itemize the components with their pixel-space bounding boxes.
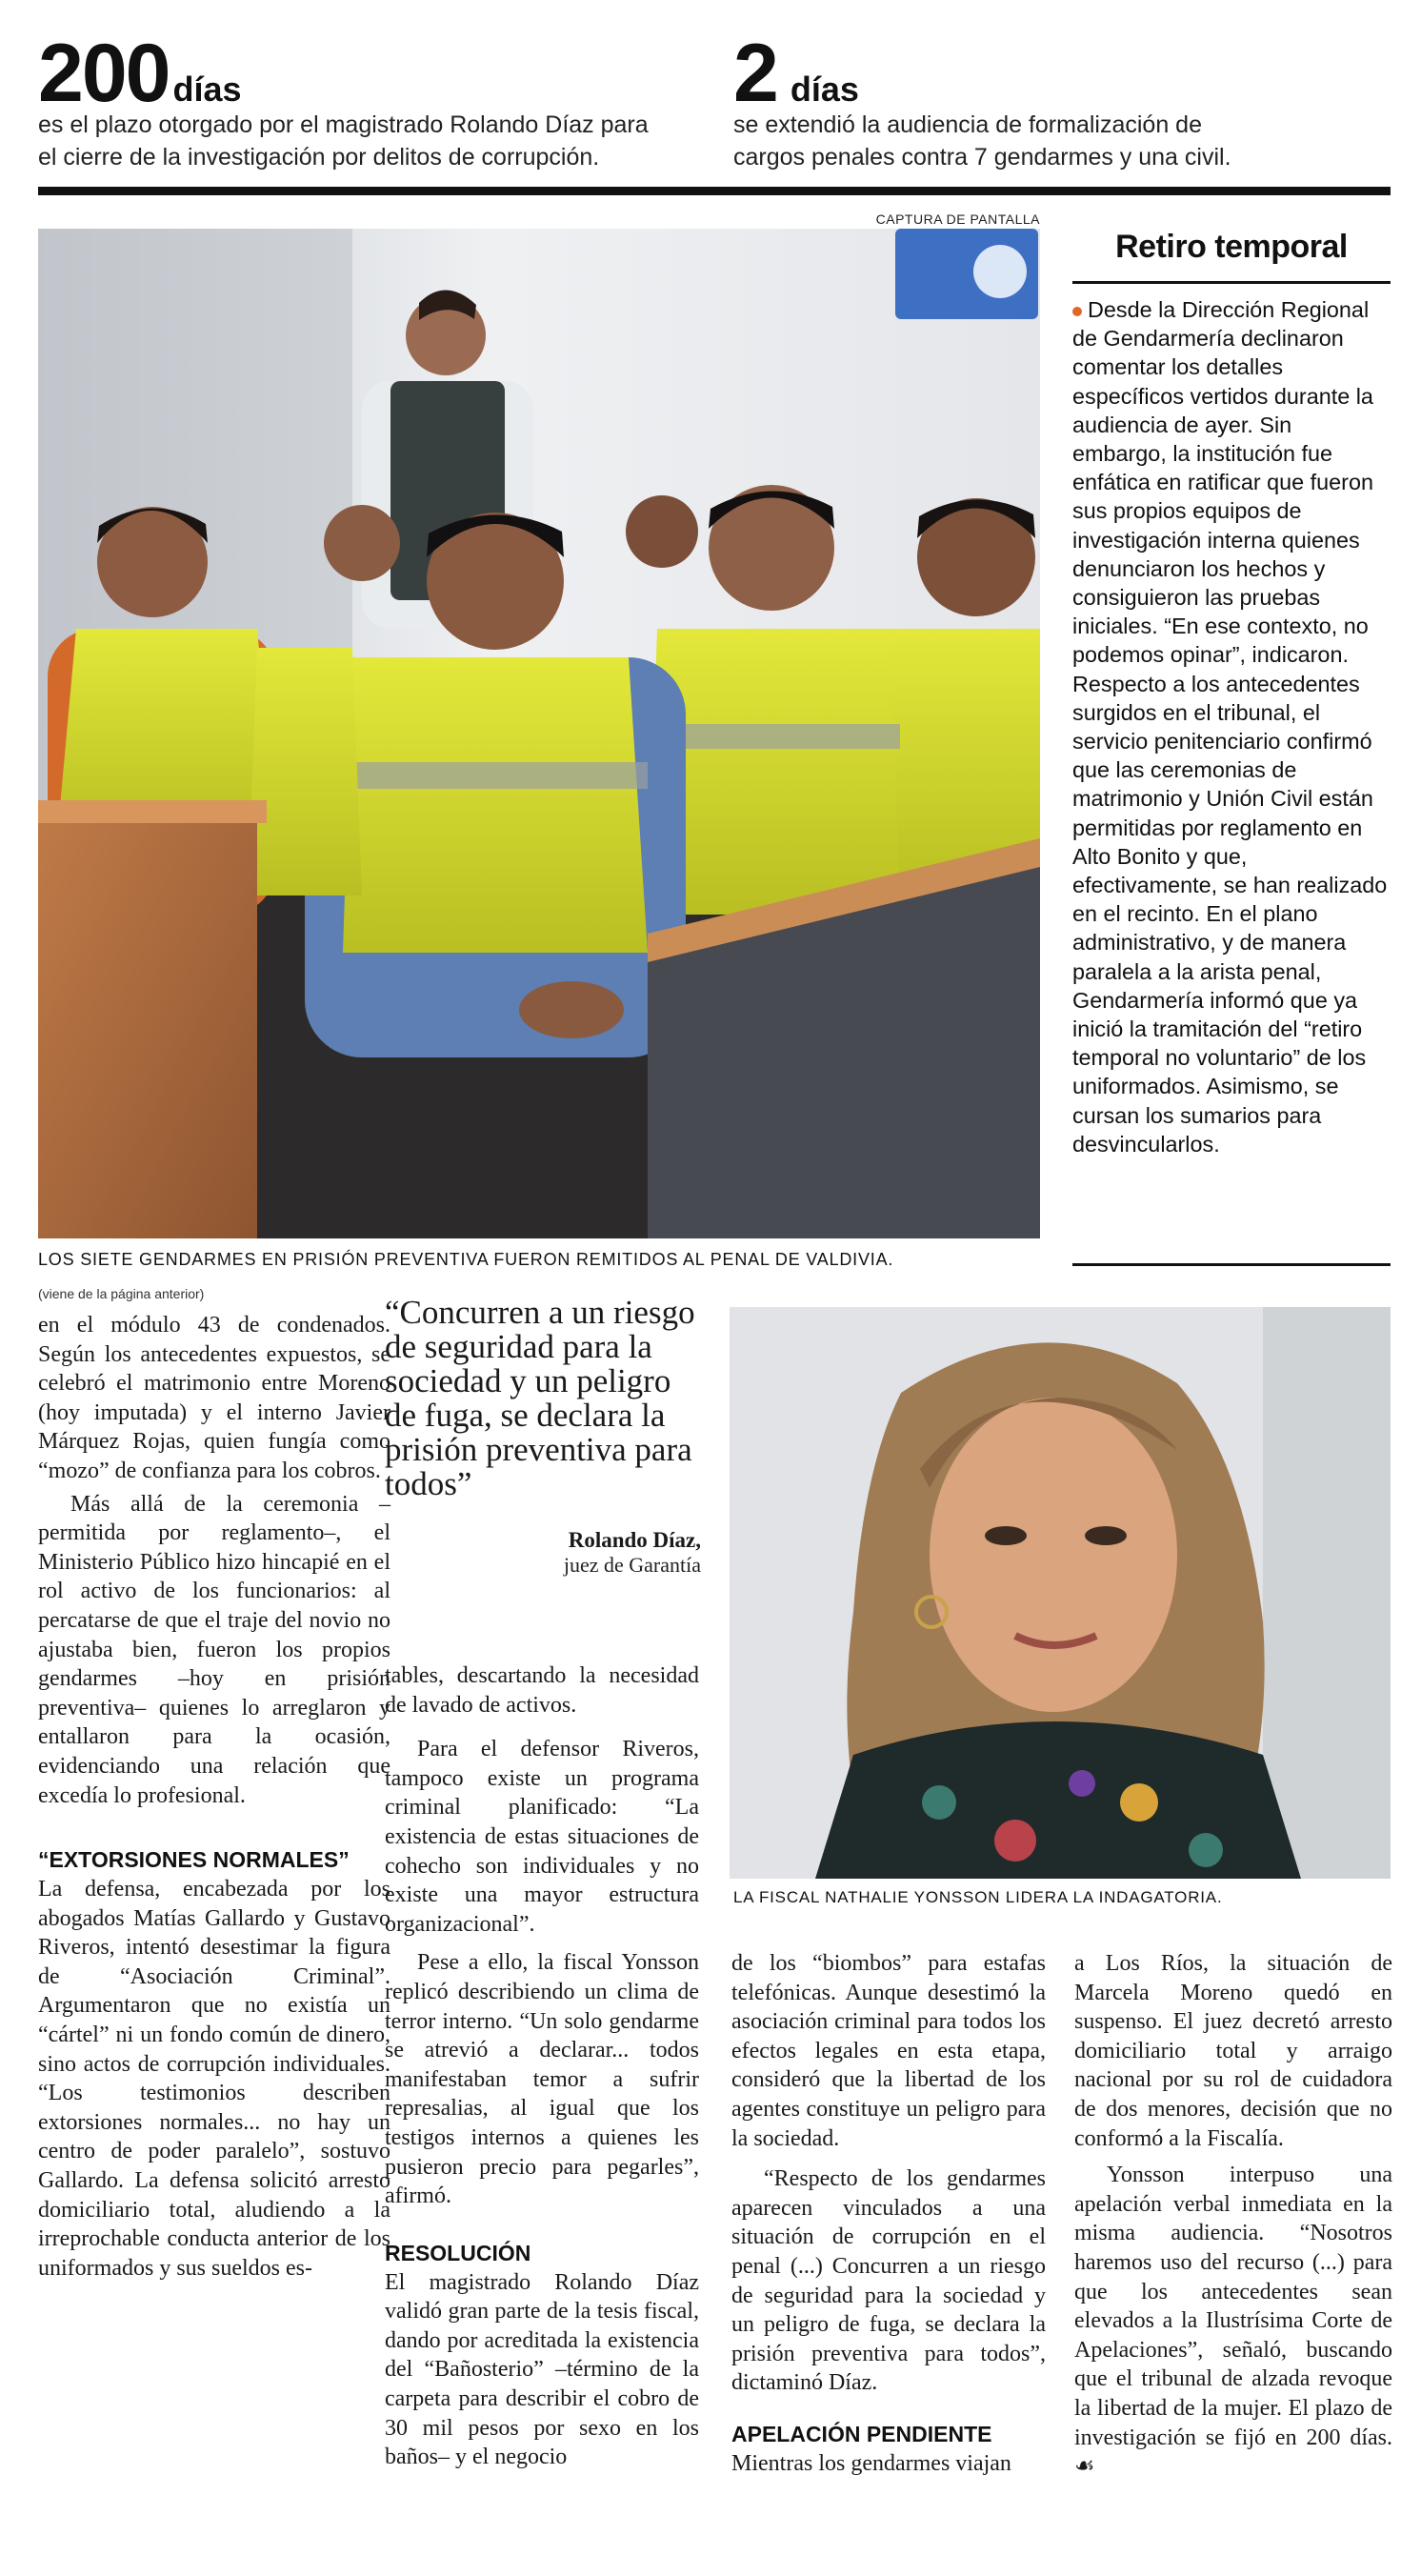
sidebar-body — [1072, 295, 1391, 1158]
col2-paragraph-2: Para el defensor Riveros, tampoco existe un programa criminal planificado: “La existencia de estas situaciones de cohecho son individuales y no existe una mayor estructura organizacional”. — [385, 1737, 699, 1937]
photo-credit: CAPTURA DE PANTALLA — [875, 211, 1040, 227]
end-mark-icon: ☙ — [1074, 2454, 1095, 2480]
pull-quote — [385, 1296, 701, 1578]
main-photo — [38, 229, 1040, 1238]
main-photo-caption: LOS SIETE GENDARMES EN PRISIÓN PREVENTIVA FUERON REMITIDOS AL PENAL DE VALDIVIA. — [38, 1250, 894, 1269]
sidebar-title: Retiro temporal — [1115, 229, 1348, 265]
col4-paragraph-1: a Los Ríos, la situación de Marcela Moreno quedó en suspenso. El juez decretó arresto domiciliario total y arraigo nacional por su rol de cuidadora de dos menores, decisión que no conformó a la Fiscalía. — [1074, 1951, 1392, 2151]
col2-paragraph-1: tables, descartando la necesidad de lavado de activos. — [385, 1663, 699, 1718]
col1-paragraph-3: La defensa, encabezada por los abogados Matías Gallardo y Gustavo Riveros, intentó desestimar la figura de “Asociación Criminal”. Argumentaron que no existía un “cártel” ni un fondo común de dinero, sino actos de corrupción individuales. “Los testimonios describen extorsiones normales... no hay un centro de poder paralelo”, sostuvo Gallardo. La defensa solicitó arresto domiciliario total, aludiendo a la irreprochable conducta anterior de los uniformados y sus sueldos es- — [38, 1877, 390, 2281]
stat-right — [733, 28, 1400, 173]
stat-right-description-line1: se extendió la audiencia de formalización de — [733, 111, 1202, 138]
sidebar-rule-top — [1072, 281, 1391, 284]
pull-quote-author: Rolando Díaz, — [568, 1528, 701, 1552]
col1-subhead: “EXTORSIONES NORMALES” — [38, 1847, 350, 1873]
col2-paragraph-4: El magistrado Rolando Díaz validó gran parte de la tesis fiscal, dando por acreditada la existencia del “Bañosterio” –término de la carpeta para describir el cobro de 30 mil pesos por sexo en los baños– y el negocio — [385, 2269, 699, 2470]
stat-left-unit: días — [172, 70, 242, 109]
stat-left — [38, 28, 705, 173]
col4-paragraph-2-text: Yonsson interpuso una apelación verbal inmediata en la misma audiencia. “Nosotros haremos uso del recurso (...) para que los antecedentes sean elevados a la Ilustrísima Corte de Apelaciones”, señaló, buscando que el tribunal de alzada revoque la libertad de la mujer. El plazo de investigación se fijó en 200 días. — [1074, 2163, 1392, 2450]
article-column-1 — [38, 1311, 390, 2283]
courtroom-desk — [38, 819, 257, 1238]
prosecutor-photo-illustration — [730, 1307, 1391, 1879]
col2-paragraph-3: Pese a ello, la fiscal Yonsson replicó describiendo un clima de terror interno. “Un solo gendarme se atrevió a declarar... todos manifestaban temor a sufrir represalias, al igual que los testigos internos a quienes les pusieron precio para pegarles”, afirmó. — [385, 1950, 699, 2209]
col3-paragraph-1: de los “biombos” para estafas telefónicas. Aunque desestimó la asociación criminal para todos los efectos legales en esta etapa, consideró que la libertad de los agentes constituye un peligro para la sociedad. — [731, 1951, 1046, 2151]
col1-paragraph-2: Más allá de la ceremonia –permitida por reglamento–, el Ministerio Público hizo hincapié en el rol activo de los funcionarios: al percatarse de que el traje del novio no ajustaba bien, fueron los propios gendarmes –hoy en prisión preventiva– quienes lo arreglaron y entallaron para la ocasión, evidenciando una relación que excedía lo profesional. — [38, 1491, 390, 1808]
sidebar-body-text: Desde la Dirección Regional de Gendarmería declinaron comentar los detalles específicos vertidos durante la audiencia de ayer. Sin embargo, la institución fue enfática en ratificar que fueron sus propios equipos de investigación interna quienes denunciaron los hechos y consiguieron las pruebas iniciales. “En ese contexto, no podemos opinar”, indicaron. Respecto a los antecedentes surgidos en el tribunal, el servicio penitenciario confirmó que las ceremonias de matrimonio y Unión Civil están permitidas por reglamento en Alto Bonito y que, efectivamente, se han realizado en el recinto. En el plano administrativo, y de manera paralela a la arista penal, Gendarmería informó que ya inició la tramitación del “retiro temporal no voluntario” de los uniformados. Asimismo, se cursan los sumarios para desvincularlos. — [1072, 297, 1388, 1157]
secondary-photo-caption: LA FISCAL NATHALIE YONSSON LIDERA LA INDAGATORIA. — [733, 1888, 1223, 1906]
stat-left-number: 200 — [38, 28, 170, 119]
courtroom-photo-illustration — [38, 229, 1040, 1238]
article-column-4 — [1074, 1949, 1392, 2482]
col3-paragraph-3: Mientras los gendarmes viajan — [731, 2450, 1011, 2476]
sidebar-rule-bottom — [1072, 1263, 1391, 1266]
stat-right-description-line2: cargos penales contra 7 gendarmes y una civil. — [733, 144, 1231, 171]
stat-left-description-line2: el cierre de la investigación por delitos de corrupción. — [38, 144, 600, 171]
stat-right-number: 2 — [733, 28, 777, 119]
col3-paragraph-2: “Respecto de los gendarmes aparecen vinculados a una situación de corrupción en el penal (...) Concurren a un riesgo de seguridad para la sociedad y un peligro de fuga, se declara la prisión preventiva para todos”, dictaminó Díaz. — [731, 2166, 1046, 2396]
stat-right-unit: días — [790, 70, 859, 109]
article-column-2 — [385, 1661, 699, 2472]
article-column-3 — [731, 1949, 1046, 2479]
stat-left-description-line1: es el plazo otorgado por el magistrado Rolando Díaz para — [38, 111, 649, 138]
bullet-dot-icon — [1072, 307, 1082, 316]
header-rule — [38, 187, 1391, 195]
continued-from-label: (viene de la página anterior) — [38, 1286, 205, 1301]
pull-quote-text: “Concurren a un riesgo de seguridad para la sociedad y un peligro de fuga, se declara la prisión preventiva para todos” — [385, 1294, 695, 1502]
col4-paragraph-2 — [1074, 2161, 1392, 2482]
secondary-photo — [730, 1307, 1391, 1879]
col1-paragraph-1: en el módulo 43 de condenados. Según los antecedentes expuestos, se celebró el matrimonio entre Moreno (hoy imputada) y el interno Javier Márquez Rojas, quien fungía como “mozo” de confianza para los cobros. — [38, 1313, 390, 1483]
col2-subhead: RESOLUCIÓN — [385, 2240, 531, 2265]
pull-quote-role: juez de Garantía — [563, 1553, 701, 1577]
col3-subhead: APELACIÓN PENDIENTE — [731, 2421, 992, 2446]
